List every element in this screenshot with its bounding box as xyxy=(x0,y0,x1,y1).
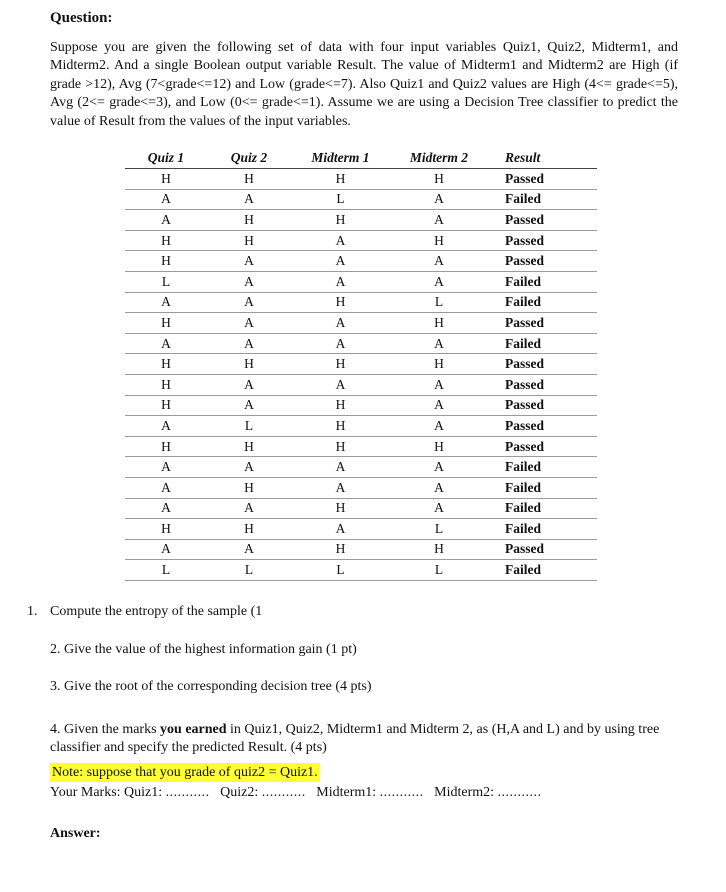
midterm2-cell: A xyxy=(390,416,488,437)
midterm1-cell: H xyxy=(291,292,390,313)
midterm1-cell: A xyxy=(291,271,390,292)
result-cell: Passed xyxy=(488,210,597,231)
header-result: Result xyxy=(488,147,597,169)
quiz1-cell: H xyxy=(125,230,207,251)
midterm1-cell: L xyxy=(291,560,390,581)
midterm2-cell: A xyxy=(390,271,488,292)
result-cell: Passed xyxy=(488,416,597,437)
midterm2-cell: L xyxy=(390,292,488,313)
question-1-text: Compute the entropy of the sample (1 xyxy=(50,604,263,619)
midterm1-cell: H xyxy=(291,436,390,457)
result-cell: Failed xyxy=(488,519,597,540)
midterm1-cell: A xyxy=(291,230,390,251)
midterm2-cell: A xyxy=(390,457,488,478)
table-row xyxy=(125,292,597,313)
result-cell: Failed xyxy=(488,292,597,313)
midterm1-cell: H xyxy=(291,539,390,560)
quiz1-cell: A xyxy=(125,333,207,354)
result-cell: Passed xyxy=(488,539,597,560)
question-heading: Question: xyxy=(50,10,113,26)
midterm2-cell: A xyxy=(390,477,488,498)
quiz1-cell: L xyxy=(125,271,207,292)
result-cell: Failed xyxy=(488,271,597,292)
marks-midterm2-blank: ........... xyxy=(497,785,542,800)
result-cell: Passed xyxy=(488,374,597,395)
quiz2-cell: H xyxy=(207,230,291,251)
quiz2-cell: H xyxy=(207,354,291,375)
quiz1-cell: H xyxy=(125,395,207,416)
table-row xyxy=(125,416,597,437)
midterm2-cell: H xyxy=(390,539,488,560)
midterm2-cell: H xyxy=(390,354,488,375)
table-body xyxy=(125,169,597,581)
result-cell: Failed xyxy=(488,189,597,210)
midterm2-cell: A xyxy=(390,374,488,395)
quiz2-cell: A xyxy=(207,539,291,560)
table-row xyxy=(125,436,597,457)
quiz1-cell: A xyxy=(125,498,207,519)
marks-quiz2-blank: ........... xyxy=(261,785,306,800)
marks-quiz1-blank: ........... xyxy=(165,785,210,800)
marks-midterm2-label: Midterm2: xyxy=(434,785,498,800)
quiz1-cell: H xyxy=(125,374,207,395)
midterm1-cell: A xyxy=(291,313,390,334)
midterm1-cell: A xyxy=(291,374,390,395)
midterm1-cell: A xyxy=(291,251,390,272)
quiz1-cell: H xyxy=(125,519,207,540)
marks-midterm1-blank: ........... xyxy=(379,785,424,800)
table-row xyxy=(125,560,597,581)
quiz2-cell: A xyxy=(207,457,291,478)
marks-quiz2-label: Quiz2: xyxy=(220,785,262,800)
quiz2-cell: A xyxy=(207,333,291,354)
result-cell: Passed xyxy=(488,169,597,190)
result-cell: Failed xyxy=(488,498,597,519)
table-row xyxy=(125,169,597,190)
quiz1-cell: A xyxy=(125,477,207,498)
your-marks-line xyxy=(50,784,542,802)
midterm1-cell: H xyxy=(291,210,390,231)
midterm2-cell: L xyxy=(390,519,488,540)
result-cell: Failed xyxy=(488,560,597,581)
table-row xyxy=(125,457,597,478)
quiz2-cell: H xyxy=(207,519,291,540)
result-cell: Failed xyxy=(488,333,597,354)
midterm2-cell: H xyxy=(390,436,488,457)
quiz2-cell: A xyxy=(207,374,291,395)
midterm2-cell: A xyxy=(390,210,488,231)
quiz1-cell: H xyxy=(125,313,207,334)
table-row xyxy=(125,498,597,519)
header-quiz2: Quiz 2 xyxy=(207,147,291,169)
quiz1-cell: A xyxy=(125,416,207,437)
quiz2-cell: H xyxy=(207,210,291,231)
marks-prefix: Your Marks: xyxy=(50,785,125,800)
question-4-emphasis: you earned xyxy=(160,722,227,737)
result-cell: Failed xyxy=(488,477,597,498)
header-midterm1: Midterm 1 xyxy=(291,147,390,169)
midterm1-cell: H xyxy=(291,498,390,519)
quiz1-cell: H xyxy=(125,354,207,375)
table-row xyxy=(125,519,597,540)
marks-midterm1-label: Midterm1: xyxy=(316,785,380,800)
table-header-row xyxy=(125,147,597,169)
table-row xyxy=(125,354,597,375)
midterm1-cell: H xyxy=(291,169,390,190)
quiz2-cell: A xyxy=(207,395,291,416)
midterm2-cell: A xyxy=(390,395,488,416)
question-4-rest: in Quiz1, Quiz2, Midterm1 and Midterm 2, as (H,A and L) and by using tree classifier and specify the predicted Result. (4 pts) xyxy=(50,722,660,755)
quiz2-cell: A xyxy=(207,251,291,272)
quiz1-cell: A xyxy=(125,189,207,210)
quiz2-cell: A xyxy=(207,313,291,334)
quiz2-cell: A xyxy=(207,498,291,519)
quiz1-cell: A xyxy=(125,292,207,313)
table-row xyxy=(125,271,597,292)
header-midterm2: Midterm 2 xyxy=(390,147,488,169)
table-row xyxy=(125,539,597,560)
table-row xyxy=(125,210,597,231)
quiz1-cell: L xyxy=(125,560,207,581)
highlighted-note: Note: suppose that you grade of quiz2 = Quiz1. xyxy=(52,765,318,780)
result-cell: Passed xyxy=(488,395,597,416)
question-4 xyxy=(50,721,678,757)
midterm2-cell: A xyxy=(390,251,488,272)
quiz2-cell: A xyxy=(207,271,291,292)
quiz2-cell: L xyxy=(207,416,291,437)
table-row xyxy=(125,230,597,251)
question-intro: Suppose you are given the following set of data with four input variables Quiz1, Quiz2, Midterm1, and Midterm2. And a single Boolean output variable Result. The value of Midterm1 and Midterm2 are High (if grade >12), Avg (7<grade<=12) and Low (grade<=7). Also Quiz1 and Quiz2 values are High (4<= grade<=5), Avg (2<= grade<=3), and Low (0<= grade<=1). Assume we are using a Decision Tree classifier to predict the value of Result from the values of the input variables. xyxy=(50,40,678,129)
grades-table xyxy=(125,147,597,581)
midterm2-cell: A xyxy=(390,333,488,354)
result-cell: Passed xyxy=(488,313,597,334)
quiz1-cell: H xyxy=(125,251,207,272)
result-cell: Passed xyxy=(488,251,597,272)
quiz2-cell: H xyxy=(207,477,291,498)
midterm2-cell: A xyxy=(390,189,488,210)
midterm1-cell: H xyxy=(291,354,390,375)
marks-quiz1-label: Quiz1: xyxy=(124,785,166,800)
quiz1-cell: A xyxy=(125,539,207,560)
table-row xyxy=(125,374,597,395)
table-row xyxy=(125,313,597,334)
quiz1-cell: H xyxy=(125,436,207,457)
result-cell: Passed xyxy=(488,230,597,251)
answer-label: Answer: xyxy=(50,826,101,841)
midterm1-cell: A xyxy=(291,477,390,498)
quiz1-cell: A xyxy=(125,210,207,231)
question-4-lead: 4. Given the marks xyxy=(50,722,161,737)
table-row xyxy=(125,251,597,272)
quiz1-cell: A xyxy=(125,457,207,478)
quiz2-cell: L xyxy=(207,560,291,581)
midterm1-cell: A xyxy=(291,333,390,354)
midterm2-cell: A xyxy=(390,498,488,519)
table-row xyxy=(125,477,597,498)
question-1 xyxy=(27,603,262,621)
midterm2-cell: L xyxy=(390,560,488,581)
midterm1-cell: H xyxy=(291,416,390,437)
quiz2-cell: H xyxy=(207,169,291,190)
question-1-number: 1. xyxy=(27,604,38,619)
result-cell: Failed xyxy=(488,457,597,478)
midterm1-cell: A xyxy=(291,457,390,478)
table-row xyxy=(125,395,597,416)
quiz2-cell: H xyxy=(207,436,291,457)
midterm1-cell: H xyxy=(291,395,390,416)
midterm1-cell: L xyxy=(291,189,390,210)
quiz2-cell: A xyxy=(207,292,291,313)
midterm2-cell: H xyxy=(390,169,488,190)
quiz1-cell: H xyxy=(125,169,207,190)
midterm1-cell: A xyxy=(291,519,390,540)
table-row xyxy=(125,333,597,354)
result-cell: Passed xyxy=(488,354,597,375)
midterm2-cell: H xyxy=(390,230,488,251)
question-3: 3. Give the root of the corresponding decision tree (4 pts) xyxy=(50,679,372,694)
question-2: 2. Give the value of the highest information gain (1 pt) xyxy=(50,642,357,657)
result-cell: Passed xyxy=(488,436,597,457)
midterm2-cell: H xyxy=(390,313,488,334)
quiz2-cell: A xyxy=(207,189,291,210)
table-row xyxy=(125,189,597,210)
header-quiz1: Quiz 1 xyxy=(125,147,207,169)
